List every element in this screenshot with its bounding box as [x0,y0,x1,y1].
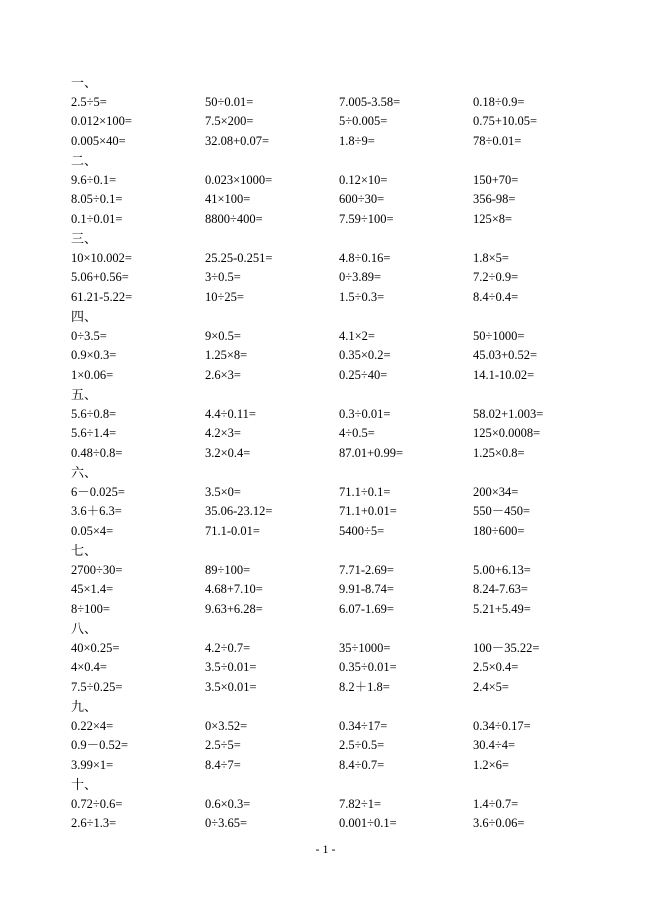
math-problem: 7.5×200= [205,114,254,128]
math-problem: 356-98= [473,192,516,206]
exercise-sheet [71,73,591,834]
math-problem: 14.1-10.02= [473,367,535,382]
math-problem: 0.12×10= [339,172,388,187]
math-problem: 50÷0.01= [205,94,254,109]
math-problem: 9.91-8.74= [339,582,394,596]
math-problem: 0.001÷0.1= [339,816,397,830]
math-problem: 180÷600= [473,523,525,538]
math-problem: 0.72÷0.6= [71,796,123,811]
math-problem: 1×0.06= [71,367,114,382]
math-problem: 0÷3.5= [71,328,107,343]
exercise-section [71,619,591,697]
problem-row [71,756,591,776]
math-problem: 7.71-2.69= [339,562,394,577]
math-problem: 1.25×8= [205,348,248,362]
problem-row [71,93,591,113]
math-problem: 1.8×5= [473,250,509,265]
math-problem: 2.6×3= [205,367,241,382]
problem-row [71,717,591,737]
math-problem: 1.2×6= [473,757,509,772]
exercise-section [71,385,591,463]
math-problem: 3.99×1= [71,757,114,772]
math-problem: 0.023×1000= [205,172,273,187]
math-problem: 3.5×0.01= [205,679,257,694]
math-problem: 8.05÷0.1= [71,192,123,206]
math-problem: 2.5÷5= [205,738,241,752]
problem-row [71,522,591,542]
math-problem: 7.82÷1= [339,796,382,811]
math-problem: 2.5÷0.5= [339,738,385,752]
problem-row [71,639,591,659]
math-problem: 7.2÷0.9= [473,270,519,284]
math-problem: 8.2＋1.8= [339,679,390,694]
problem-row [71,210,591,230]
math-problem: 0×3.52= [205,718,248,733]
math-problem: 0.75+10.05= [473,114,538,128]
math-problem: 2.5÷5= [71,94,107,109]
math-problem: 8.4÷7= [205,757,241,772]
math-problem: 125×0.0008= [473,426,541,440]
math-problem: 30.4÷4= [473,738,516,752]
math-problem: 0.005×40= [71,133,126,148]
math-problem: 7.5÷0.25= [71,679,123,694]
math-problem: 3.6÷0.06= [473,816,525,830]
problem-row [71,249,591,269]
math-problem: 3.5×0= [205,484,241,499]
math-problem: 5.00+6.13= [473,562,531,577]
problem-row [71,132,591,152]
problem-row [71,190,591,210]
math-problem: 4.2×3= [205,426,241,440]
math-problem: 61.21-5.22= [71,289,133,304]
exercise-section [71,541,591,619]
math-problem: 32.08+0.07= [205,133,270,148]
problem-row [71,327,591,347]
math-problem: 5÷0.005= [339,114,388,128]
section-title: 七、 [71,543,98,558]
math-problem: 4.2÷0.7= [205,640,251,655]
problem-row [71,346,591,366]
math-problem: 58.02+1.003= [473,406,544,421]
math-problem: 0.9×0.3= [71,348,117,362]
section-title: 四、 [71,309,98,324]
math-problem: 1.5÷0.3= [339,289,385,304]
math-problem: 2.6÷1.3= [71,816,117,830]
problem-row [71,658,591,678]
exercise-section [71,697,591,775]
math-problem: 2700÷30= [71,562,123,577]
math-problem: 1.25×0.8= [473,445,525,460]
math-problem: 10÷25= [205,289,244,304]
problem-row [71,736,591,756]
math-problem: 2.4×5= [473,679,509,694]
math-problem: 4.68+7.10= [205,582,263,596]
problem-row [71,268,591,288]
math-problem: 50÷1000= [473,328,525,343]
math-problem: 71.1-0.01= [205,523,260,538]
math-problem: 0.34÷0.17= [473,718,531,733]
math-problem: 1.8÷9= [339,133,375,148]
math-problem: 8.4÷0.7= [339,757,385,772]
math-problem: 71.1÷0.1= [339,484,391,499]
math-problem: 7.59÷100= [339,211,394,226]
math-problem: 41×100= [205,192,251,206]
math-problem: 200×34= [473,484,519,499]
math-problem: 8800÷400= [205,211,263,226]
math-problem: 45.03+0.52= [473,348,538,362]
problem-row [71,502,591,522]
math-problem: 9.6÷0.1= [71,172,117,187]
problem-row [71,483,591,503]
math-problem: 2.5×0.4= [473,660,519,674]
exercise-section [71,775,591,834]
problem-row [71,795,591,815]
math-problem: 0.9－0.52= [71,738,129,752]
problem-row [71,580,591,600]
problem-row [71,424,591,444]
math-problem: 5.21+5.49= [473,601,531,616]
math-problem: 1.4÷0.7= [473,796,519,811]
section-title: 十、 [71,777,98,792]
problem-row [71,171,591,191]
exercise-section [71,463,591,541]
problem-row [71,561,591,581]
math-problem: 5.6÷1.4= [71,426,117,440]
math-problem: 8.4÷0.4= [473,289,519,304]
section-title: 五、 [71,387,98,402]
problem-row [71,288,591,308]
math-problem: 89÷100= [205,562,251,577]
math-problem: 0.48÷0.8= [71,445,123,460]
math-problem: 0.3÷0.01= [339,406,391,421]
math-problem: 0÷3.65= [205,816,248,830]
math-problem: 25.25-0.251= [205,250,273,265]
math-problem: 35÷1000= [339,640,391,655]
math-problem: 40×0.25= [71,640,120,655]
math-problem: 78÷0.01= [473,133,522,148]
section-title: 六、 [71,465,98,480]
math-problem: 45×1.4= [71,582,114,596]
math-problem: 5400÷5= [339,523,385,538]
section-title: 一、 [71,75,98,90]
math-problem: 0.05×4= [71,523,114,538]
math-problem: 4×0.4= [71,660,107,674]
math-problem: 3.6＋6.3= [71,504,122,518]
math-problem: 150+70= [473,172,519,187]
math-problem: 5.6÷0.8= [71,406,117,421]
exercise-section [71,151,591,229]
math-problem: 0÷3.89= [339,270,382,284]
exercise-section [71,307,591,385]
math-problem: 35.06-23.12= [205,504,273,518]
problem-row [71,814,591,834]
math-problem: 0.012×100= [71,114,132,128]
math-problem: 550－450= [473,504,531,518]
math-problem: 4.8÷0.16= [339,250,391,265]
math-problem: 600÷30= [339,192,385,206]
math-problem: 4÷0.5= [339,426,375,440]
math-problem: 6－0.025= [71,484,125,499]
math-problem: 0.35×0.2= [339,348,391,362]
math-problem: 3.5÷0.01= [205,660,257,674]
math-problem: 6.07-1.69= [339,601,394,616]
math-problem: 87.01+0.99= [339,445,404,460]
math-problem: 9×0.5= [205,328,241,343]
math-problem: 0.18÷0.9= [473,94,525,109]
math-problem: 71.1+0.01= [339,504,397,518]
math-problem: 0.34÷17= [339,718,388,733]
problem-row [71,678,591,698]
exercise-section [71,73,591,151]
math-problem: 9.63+6.28= [205,601,263,616]
page-number: - 1 - [315,842,336,856]
math-problem: 3.2×0.4= [205,445,251,460]
math-problem: 5.06+0.56= [71,270,129,284]
math-problem: 8÷100= [71,601,110,616]
math-problem: 4.4÷0.11= [205,406,256,421]
math-problem: 100－35.22= [473,640,540,655]
math-problem: 7.005-3.58= [339,94,401,109]
math-problem: 0.6×0.3= [205,796,251,811]
problem-row [71,600,591,620]
math-problem: 125×8= [473,211,513,226]
math-problem: 3÷0.5= [205,270,241,284]
math-problem: 0.22×4= [71,718,114,733]
section-title: 二、 [71,153,98,168]
math-problem: 0.1÷0.01= [71,211,123,226]
problem-row [71,444,591,464]
problem-row [71,405,591,425]
math-problem: 8.24-7.63= [473,582,528,596]
section-title: 九、 [71,699,98,714]
math-problem: 0.35÷0.01= [339,660,397,674]
math-problem: 0.25÷40= [339,367,388,382]
problem-row [71,366,591,386]
math-problem: 10×10.002= [71,250,132,265]
section-title: 八、 [71,621,98,636]
problem-row [71,112,591,132]
math-problem: 4.1×2= [339,328,375,343]
section-title: 三、 [71,231,98,246]
exercise-section [71,229,591,307]
